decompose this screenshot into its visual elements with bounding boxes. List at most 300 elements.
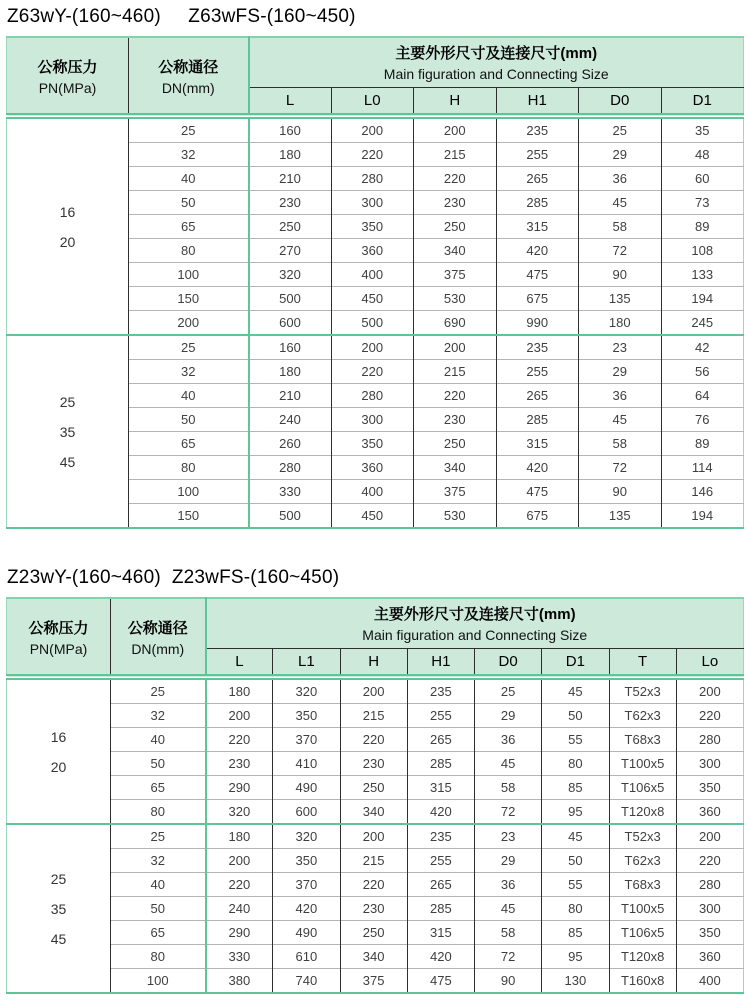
dim-cell: 200 <box>331 116 414 143</box>
dn-cell: 65 <box>129 432 249 456</box>
dim-cell: 420 <box>407 800 474 825</box>
pressure-header-text <box>7 617 110 657</box>
dim-cell: 260 <box>249 432 332 456</box>
dim-cell: 420 <box>496 456 579 480</box>
table-row <box>7 677 744 704</box>
dn-cell: 80 <box>111 800 206 825</box>
pn-cell <box>7 335 129 528</box>
dim-cell: 55 <box>542 873 609 897</box>
dim-cell: 180 <box>579 311 662 336</box>
dim-cell: 135 <box>579 504 662 529</box>
dim-cell: 58 <box>475 776 542 800</box>
dim-cell: 220 <box>206 873 273 897</box>
table-row <box>7 335 744 360</box>
dim-cell: 230 <box>206 752 273 776</box>
dim-cell: 220 <box>676 704 743 728</box>
dim-cell: 25 <box>579 116 662 143</box>
dim-cell: 350 <box>273 704 340 728</box>
pn-labels <box>7 395 128 469</box>
dim-cell: T62x3 <box>609 704 676 728</box>
dn-cell: 150 <box>129 287 249 311</box>
dim-cell: T100x5 <box>609 752 676 776</box>
dim-cell: 420 <box>496 239 579 263</box>
dim-cell: T120x8 <box>609 800 676 825</box>
dim-cell: 200 <box>206 704 273 728</box>
dim-cell: 95 <box>542 800 609 825</box>
column-header: H <box>340 648 407 677</box>
table-row <box>7 873 744 897</box>
dim-cell: 73 <box>661 191 744 215</box>
dim-cell: 475 <box>496 263 579 287</box>
diameter-header-text <box>129 56 248 96</box>
dim-cell: 50 <box>542 704 609 728</box>
dim-cell: 360 <box>676 800 743 825</box>
dim-cell: 135 <box>579 287 662 311</box>
dn-cell: 100 <box>129 480 249 504</box>
dim-cell: 490 <box>273 921 340 945</box>
dim-cell: 350 <box>331 432 414 456</box>
dn-cell: 32 <box>129 360 249 384</box>
diameter-label-cn: 公称通径 <box>127 619 188 637</box>
dim-cell: 45 <box>579 191 662 215</box>
dim-cell: 215 <box>340 704 407 728</box>
dim-cell: 340 <box>340 800 407 825</box>
dim-cell: 60 <box>661 167 744 191</box>
column-header: L <box>206 648 273 677</box>
pressure-label-cn: 公称压力 <box>37 58 98 76</box>
dn-cell: 32 <box>111 849 206 873</box>
dn-cell: 25 <box>129 335 249 360</box>
dim-cell: 420 <box>407 945 474 969</box>
dim-cell: 194 <box>661 504 744 529</box>
dim-cell: 210 <box>249 384 332 408</box>
dim-cell: 475 <box>496 480 579 504</box>
dimensions-label-en: Main figuration and Connecting Size <box>383 66 609 83</box>
dim-cell: 610 <box>273 945 340 969</box>
dim-cell: 340 <box>414 456 497 480</box>
dim-cell: 36 <box>579 384 662 408</box>
dim-cell: 230 <box>340 752 407 776</box>
dim-cell: 200 <box>340 824 407 849</box>
dim-cell: 315 <box>407 921 474 945</box>
dim-cell: 250 <box>414 432 497 456</box>
pn-value: 45 <box>59 453 76 470</box>
dim-cell: 200 <box>206 849 273 873</box>
pn-value: 25 <box>50 870 67 887</box>
dim-cell: 330 <box>249 480 332 504</box>
dim-cell: 95 <box>542 945 609 969</box>
dim-cell: 220 <box>414 167 497 191</box>
dim-cell: 220 <box>340 728 407 752</box>
dim-cell: 29 <box>475 704 542 728</box>
dim-cell: 270 <box>249 239 332 263</box>
dim-cell: 380 <box>206 969 273 994</box>
dim-cell: 490 <box>273 776 340 800</box>
dim-cell: 600 <box>249 311 332 336</box>
diameter-label-cn: 公称通径 <box>158 58 219 76</box>
dim-cell: 350 <box>676 921 743 945</box>
dim-cell: 48 <box>661 143 744 167</box>
dn-cell: 32 <box>129 143 249 167</box>
pressure-label-en: PN(MPa) <box>38 79 97 96</box>
dim-cell: 235 <box>407 824 474 849</box>
dim-cell: 220 <box>331 143 414 167</box>
dim-cell: 290 <box>206 921 273 945</box>
diameter-label-en: DN(mm) <box>161 79 215 96</box>
dim-cell: 285 <box>407 897 474 921</box>
dim-cell: 350 <box>273 849 340 873</box>
dim-cell: 300 <box>676 752 743 776</box>
dim-cell: 530 <box>414 504 497 529</box>
dim-cell: 990 <box>496 311 579 336</box>
dim-cell: 130 <box>542 969 609 994</box>
table-row <box>7 969 744 994</box>
column-header: D0 <box>475 648 542 677</box>
dn-cell: 40 <box>129 384 249 408</box>
dim-cell: 230 <box>340 897 407 921</box>
dim-cell: 370 <box>273 873 340 897</box>
dim-cell: 180 <box>249 360 332 384</box>
dim-cell: 285 <box>496 408 579 432</box>
dim-cell: 200 <box>676 824 743 849</box>
column-header: H1 <box>496 87 579 116</box>
dim-cell: 76 <box>661 408 744 432</box>
dim-cell: 220 <box>331 360 414 384</box>
dim-cell: 280 <box>249 456 332 480</box>
table-title: Z63wY-(160~460) Z63wFS-(160~450) <box>7 6 356 27</box>
header-row-main <box>7 598 744 648</box>
dim-cell: 114 <box>661 456 744 480</box>
dim-cell: 675 <box>496 287 579 311</box>
dim-cell: 58 <box>475 921 542 945</box>
dim-cell: 23 <box>475 824 542 849</box>
dim-cell: 375 <box>414 263 497 287</box>
dim-cell: 90 <box>579 480 662 504</box>
dim-cell: 360 <box>676 945 743 969</box>
dim-cell: 285 <box>496 191 579 215</box>
dn-cell: 65 <box>111 921 206 945</box>
dim-cell: 220 <box>340 873 407 897</box>
dim-cell: 500 <box>249 287 332 311</box>
dim-cell: 200 <box>676 677 743 704</box>
dim-cell: 300 <box>331 408 414 432</box>
pn-labels <box>7 730 110 774</box>
dim-cell: 72 <box>475 800 542 825</box>
column-header: L1 <box>273 648 340 677</box>
dim-cell: 500 <box>331 311 414 336</box>
dim-cell: 360 <box>331 456 414 480</box>
dim-cell: 360 <box>331 239 414 263</box>
dim-cell: 230 <box>249 191 332 215</box>
dim-cell: 450 <box>331 504 414 529</box>
dn-cell: 65 <box>111 776 206 800</box>
dim-cell: 450 <box>331 287 414 311</box>
dim-cell: 265 <box>407 728 474 752</box>
pn-labels <box>7 205 128 249</box>
pn-value: 45 <box>50 930 67 947</box>
column-header: T <box>609 648 676 677</box>
dim-cell: 108 <box>661 239 744 263</box>
dim-cell: 146 <box>661 480 744 504</box>
dn-cell: 25 <box>129 116 249 143</box>
pressure-header <box>7 37 129 116</box>
dim-cell: 400 <box>676 969 743 994</box>
dim-cell: 200 <box>414 116 497 143</box>
dim-cell: 210 <box>249 167 332 191</box>
dim-cell: 255 <box>496 360 579 384</box>
dimensions-label-en: Main figuration and Connecting Size <box>362 627 588 644</box>
dn-cell: 50 <box>111 752 206 776</box>
dn-cell: 40 <box>129 167 249 191</box>
dim-cell: 255 <box>407 849 474 873</box>
dim-cell: 235 <box>407 677 474 704</box>
dim-cell: 240 <box>206 897 273 921</box>
dim-cell: 300 <box>676 897 743 921</box>
dim-cell: 215 <box>414 143 497 167</box>
dim-cell: 42 <box>661 335 744 360</box>
dim-cell: 160 <box>249 116 332 143</box>
dimensions-header-text <box>207 603 744 643</box>
dim-cell: 72 <box>579 239 662 263</box>
pn-cell <box>7 116 129 335</box>
dim-cell: 215 <box>414 360 497 384</box>
dimensions-header <box>206 598 744 648</box>
dim-cell: 36 <box>475 873 542 897</box>
table-title: Z23wY-(160~460) Z23wFS-(160~450) <box>7 567 340 588</box>
dim-cell: T52x3 <box>609 677 676 704</box>
dim-cell: 50 <box>542 849 609 873</box>
dim-cell: 200 <box>331 335 414 360</box>
dn-cell: 80 <box>129 456 249 480</box>
dim-cell: 200 <box>414 335 497 360</box>
pressure-label-en: PN(MPa) <box>29 640 88 657</box>
dim-cell: 285 <box>407 752 474 776</box>
dim-cell: 72 <box>579 456 662 480</box>
dn-cell: 50 <box>129 408 249 432</box>
dim-cell: 180 <box>206 677 273 704</box>
dim-cell: 740 <box>273 969 340 994</box>
dim-cell: 255 <box>407 704 474 728</box>
dim-cell: 89 <box>661 215 744 239</box>
dim-cell: 85 <box>542 776 609 800</box>
pressure-label-cn: 公称压力 <box>28 619 89 637</box>
dim-cell: 250 <box>340 921 407 945</box>
dim-cell: 220 <box>676 849 743 873</box>
dim-cell: 340 <box>340 945 407 969</box>
dim-cell: 29 <box>579 143 662 167</box>
dim-cell: 85 <box>542 921 609 945</box>
diameter-header <box>129 37 249 116</box>
header-row-main <box>7 37 744 87</box>
dim-cell: T120x8 <box>609 945 676 969</box>
dim-cell: 250 <box>249 215 332 239</box>
dim-cell: 330 <box>206 945 273 969</box>
pn-value: 16 <box>59 203 76 220</box>
dim-cell: T106x5 <box>609 921 676 945</box>
dim-cell: 690 <box>414 311 497 336</box>
dim-cell: 315 <box>496 432 579 456</box>
dim-cell: 64 <box>661 384 744 408</box>
column-header: L0 <box>331 87 414 116</box>
dim-cell: 245 <box>661 311 744 336</box>
dn-cell: 50 <box>129 191 249 215</box>
spec-table <box>6 597 744 994</box>
dim-cell: 215 <box>340 849 407 873</box>
dim-cell: T106x5 <box>609 776 676 800</box>
pn-value: 16 <box>50 728 67 745</box>
dim-cell: T68x3 <box>609 873 676 897</box>
dim-cell: 220 <box>206 728 273 752</box>
dim-cell: 230 <box>414 191 497 215</box>
pn-cell <box>7 677 111 824</box>
dim-cell: T52x3 <box>609 824 676 849</box>
pn-value: 35 <box>59 423 76 440</box>
pressure-section <box>7 677 744 824</box>
table-row <box>7 897 744 921</box>
dim-cell: 290 <box>206 776 273 800</box>
dim-cell: 280 <box>331 384 414 408</box>
dn-cell: 25 <box>111 824 206 849</box>
dim-cell: 90 <box>579 263 662 287</box>
dim-cell: 56 <box>661 360 744 384</box>
dim-cell: 80 <box>542 752 609 776</box>
dim-cell: 194 <box>661 287 744 311</box>
dim-cell: 58 <box>579 432 662 456</box>
dn-cell: 100 <box>111 969 206 994</box>
dn-cell: 80 <box>129 239 249 263</box>
dn-cell: 25 <box>111 677 206 704</box>
dim-cell: 600 <box>273 800 340 825</box>
dn-cell: 65 <box>129 215 249 239</box>
column-header: L <box>249 87 332 116</box>
dim-cell: 265 <box>496 384 579 408</box>
dim-cell: 280 <box>331 167 414 191</box>
dim-cell: 420 <box>273 897 340 921</box>
dim-cell: 55 <box>542 728 609 752</box>
pressure-section <box>7 116 744 335</box>
pn-value: 20 <box>50 758 67 775</box>
dim-cell: 58 <box>579 215 662 239</box>
dim-cell: 72 <box>475 945 542 969</box>
dim-cell: 265 <box>407 873 474 897</box>
dim-cell: 160 <box>249 335 332 360</box>
dn-cell: 50 <box>111 897 206 921</box>
dim-cell: 315 <box>407 776 474 800</box>
dim-cell: 320 <box>273 677 340 704</box>
dim-cell: 370 <box>273 728 340 752</box>
diameter-header <box>111 598 206 677</box>
spec-table <box>6 36 744 529</box>
pressure-header-text <box>7 56 128 96</box>
table-row <box>7 921 744 945</box>
diameter-label-en: DN(mm) <box>131 640 185 657</box>
dim-cell: 133 <box>661 263 744 287</box>
dn-cell: 80 <box>111 945 206 969</box>
dim-cell: 350 <box>331 215 414 239</box>
dim-cell: 400 <box>331 480 414 504</box>
table-row <box>7 752 744 776</box>
dn-cell: 100 <box>129 263 249 287</box>
column-header: Lo <box>676 648 743 677</box>
pn-value: 35 <box>50 900 67 917</box>
dim-cell: 45 <box>542 824 609 849</box>
dn-cell: 40 <box>111 873 206 897</box>
dim-cell: 45 <box>542 677 609 704</box>
dim-cell: 200 <box>340 677 407 704</box>
dim-cell: 320 <box>249 263 332 287</box>
dim-cell: 235 <box>496 116 579 143</box>
dim-cell: 250 <box>414 215 497 239</box>
dim-cell: 320 <box>206 800 273 825</box>
dim-cell: 240 <box>249 408 332 432</box>
dn-cell: 150 <box>129 504 249 529</box>
dim-cell: 320 <box>273 824 340 849</box>
dim-cell: 375 <box>340 969 407 994</box>
dim-cell: 25 <box>475 677 542 704</box>
dim-cell: 375 <box>414 480 497 504</box>
pn-cell <box>7 824 111 993</box>
pn-value: 25 <box>59 393 76 410</box>
dim-cell: T160x8 <box>609 969 676 994</box>
pressure-section <box>7 824 744 993</box>
dim-cell: 230 <box>414 408 497 432</box>
dim-cell: 340 <box>414 239 497 263</box>
dn-cell: 40 <box>111 728 206 752</box>
table-row <box>7 776 744 800</box>
dim-cell: 500 <box>249 504 332 529</box>
dim-cell: 315 <box>496 215 579 239</box>
dim-cell: 220 <box>414 384 497 408</box>
dim-cell: 90 <box>475 969 542 994</box>
dim-cell: 29 <box>579 360 662 384</box>
dim-cell: 410 <box>273 752 340 776</box>
column-header: H1 <box>407 648 474 677</box>
dim-cell: T100x5 <box>609 897 676 921</box>
pressure-header <box>7 598 111 677</box>
diameter-header-text <box>111 617 205 657</box>
dim-cell: 235 <box>496 335 579 360</box>
dim-cell: T68x3 <box>609 728 676 752</box>
dn-cell: 32 <box>111 704 206 728</box>
dim-cell: 250 <box>340 776 407 800</box>
column-header: D1 <box>542 648 609 677</box>
dim-cell: 280 <box>676 728 743 752</box>
table-row <box>7 704 744 728</box>
dim-cell: 400 <box>331 263 414 287</box>
dim-cell: 475 <box>407 969 474 994</box>
table-row <box>7 728 744 752</box>
dim-cell: 255 <box>496 143 579 167</box>
dim-cell: 45 <box>579 408 662 432</box>
table-row <box>7 824 744 849</box>
dim-cell: 36 <box>475 728 542 752</box>
table-row <box>7 945 744 969</box>
column-header: H <box>414 87 497 116</box>
dim-cell: 45 <box>475 897 542 921</box>
dim-cell: 80 <box>542 897 609 921</box>
dim-cell: 530 <box>414 287 497 311</box>
dim-cell: 29 <box>475 849 542 873</box>
table-header <box>7 37 744 116</box>
table-row <box>7 116 744 143</box>
pressure-section <box>7 335 744 528</box>
dim-cell: 300 <box>331 191 414 215</box>
pn-value: 20 <box>59 233 76 250</box>
dim-cell: 36 <box>579 167 662 191</box>
dim-cell: 350 <box>676 776 743 800</box>
table-row <box>7 800 744 825</box>
dim-cell: 180 <box>249 143 332 167</box>
